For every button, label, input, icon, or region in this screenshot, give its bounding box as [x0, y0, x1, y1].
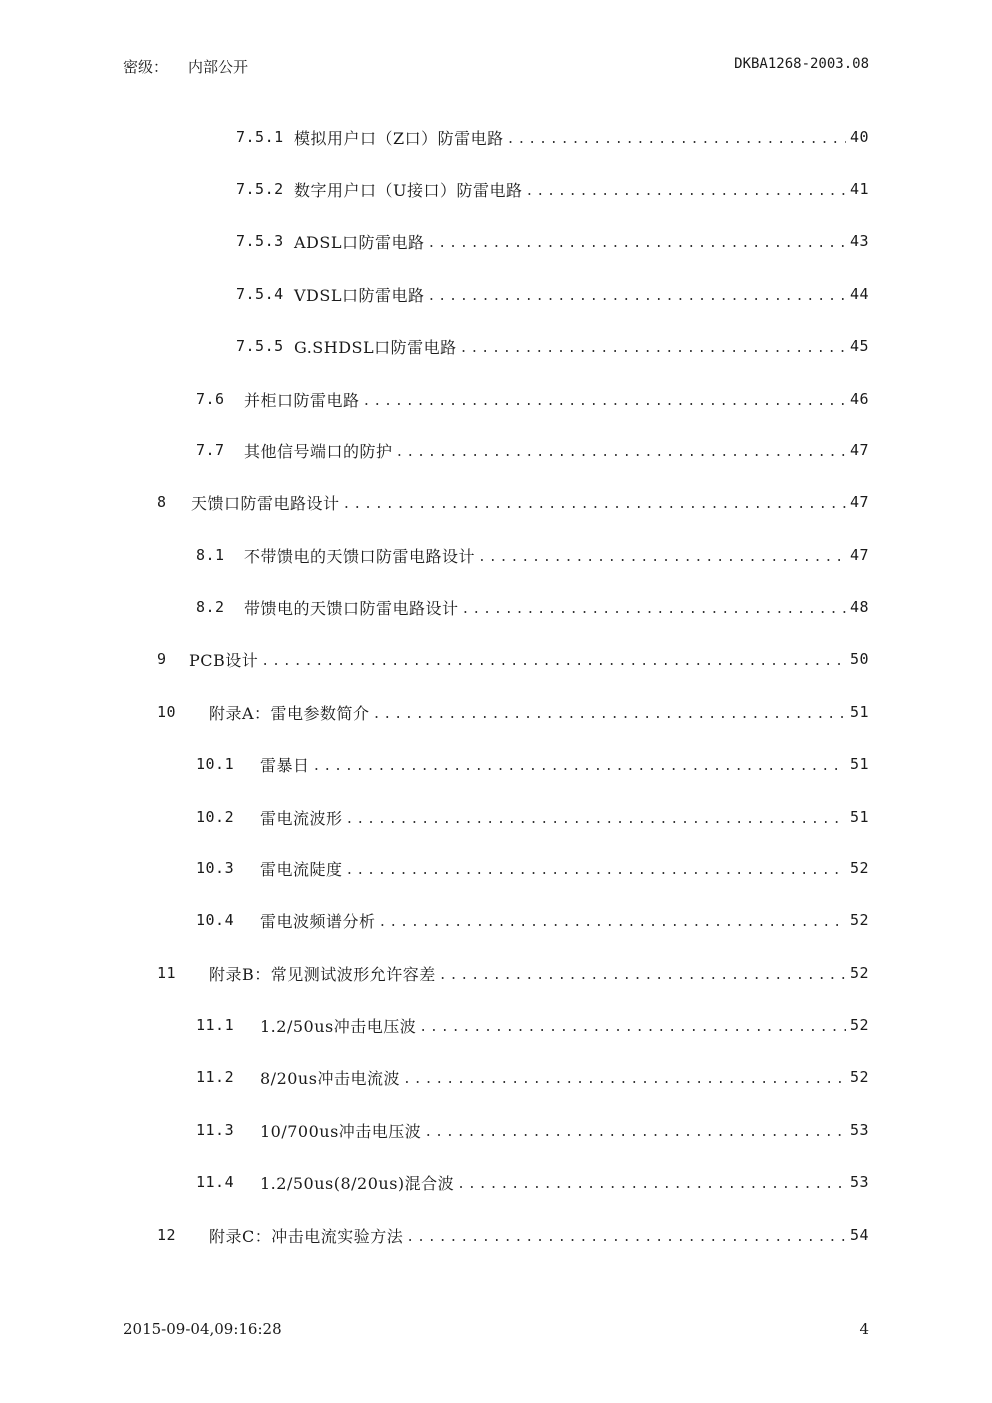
toc-entry-page: 53: [849, 1173, 869, 1191]
toc-entry-title: 不带馈电的天馈口防雷电路设计: [244, 546, 476, 566]
toc-entry[interactable]: [196, 1062, 869, 1092]
toc-entry-number: 7.5.1: [236, 128, 284, 146]
toc-entry[interactable]: [196, 1167, 869, 1197]
toc-entry[interactable]: [196, 802, 869, 832]
page-number: 4: [859, 1320, 869, 1338]
toc-entry-title: 带馈电的天馈口防雷电路设计: [244, 598, 459, 618]
toc-leader-dots: [478, 550, 846, 565]
toc-entry-title: 附录C：冲击电流实验方法: [209, 1226, 404, 1246]
toc-entry-title: 天馈口防雷电路设计: [191, 493, 340, 513]
toc-entry-page: 45: [849, 337, 869, 355]
toc-entry-page: 51: [849, 755, 869, 773]
toc-entry-title: 10/700us冲击电压波: [260, 1121, 422, 1141]
toc-entry[interactable]: [157, 958, 869, 988]
toc-entry-title: 模拟用户口（Z口）防雷电路: [294, 128, 504, 148]
toc-entry-page: 51: [849, 808, 869, 826]
toc-entry-number: 10.4: [196, 911, 235, 929]
toc-leader-dots: [373, 707, 846, 722]
toc-entry-title: 雷暴日: [260, 755, 310, 775]
toc-entry-number: 10.2: [196, 808, 235, 826]
toc-entry[interactable]: [196, 905, 869, 935]
toc-entry-number: 7.5.5: [236, 337, 284, 355]
toc-leader-dots: [460, 341, 846, 356]
page-header: [123, 56, 869, 82]
toc-entry-number: 11.2: [196, 1068, 235, 1086]
toc-entry-number: 7.6: [196, 390, 225, 408]
toc-entry-number: 12: [157, 1226, 177, 1244]
toc-entry-title: VDSL口防雷电路: [294, 285, 425, 305]
toc-entry-page: 47: [849, 546, 869, 564]
toc-entry-title: 附录A：雷电参数简介: [209, 703, 370, 723]
toc-entry[interactable]: [196, 384, 869, 414]
print-timestamp: 2015-09-04,09:16:28: [123, 1320, 282, 1338]
toc-entry-number: 7.7: [196, 441, 225, 459]
toc-entry-number: 9: [157, 650, 167, 668]
toc-entry[interactable]: [196, 1115, 869, 1145]
toc-entry-number: 10.1: [196, 755, 235, 773]
toc-entry[interactable]: [236, 279, 869, 309]
toc-leader-dots: [462, 602, 846, 617]
toc-entry-number: 11.1: [196, 1016, 235, 1034]
toc-leader-dots: [343, 497, 846, 512]
toc-entry-title: 雷电波频谱分析: [260, 911, 376, 931]
toc-entry-number: 10.3: [196, 859, 235, 877]
classification-label: 密级： 内部公开: [123, 58, 249, 76]
toc-entry-number: 10: [157, 703, 177, 721]
toc-entry-title: 并柜口防雷电路: [244, 390, 360, 410]
toc-entry-title: 1.2/50us冲击电压波: [260, 1016, 417, 1036]
toc-entry[interactable]: [196, 1010, 869, 1040]
toc-entry[interactable]: [196, 592, 869, 622]
toc-leader-dots: [396, 445, 846, 460]
toc-entry-page: 44: [849, 285, 869, 303]
toc-leader-dots: [427, 236, 846, 251]
toc-entry-title: 8/20us冲击电流波: [260, 1068, 400, 1088]
toc-leader-dots: [313, 759, 846, 774]
toc-entry[interactable]: [157, 644, 869, 674]
toc-entry-title: ADSL口防雷电路: [294, 232, 425, 252]
toc-entry-number: 8.1: [196, 546, 225, 564]
toc-entry-page: 40: [849, 128, 869, 146]
toc-entry-number: 8.2: [196, 598, 225, 616]
toc-leader-dots: [526, 184, 847, 199]
toc-entry[interactable]: [196, 435, 869, 465]
toc-entry-page: 52: [849, 1068, 869, 1086]
toc-entry-number: 7.5.3: [236, 232, 284, 250]
toc-leader-dots: [427, 289, 846, 304]
toc-entry[interactable]: [236, 122, 869, 152]
toc-entry-page: 53: [849, 1121, 869, 1139]
toc-entry-page: 47: [849, 441, 869, 459]
toc-leader-dots: [419, 1020, 846, 1035]
toc-entry-number: 8: [157, 493, 167, 511]
toc-leader-dots: [507, 132, 846, 147]
toc-entry-page: 41: [849, 180, 869, 198]
toc-entry[interactable]: [196, 749, 869, 779]
toc-leader-dots: [363, 394, 846, 409]
toc-entry-page: 54: [849, 1226, 869, 1244]
toc-leader-dots: [403, 1072, 846, 1087]
toc-entry-title: 数字用户口（U接口）防雷电路: [294, 180, 523, 200]
toc-entry-page: 50: [849, 650, 869, 668]
toc-entry-title: 1.2/50us(8/20us)混合波: [260, 1173, 455, 1193]
toc-entry-page: 43: [849, 232, 869, 250]
toc-entry-number: 11.3: [196, 1121, 235, 1139]
toc-leader-dots: [406, 1230, 846, 1245]
toc-entry[interactable]: [236, 331, 869, 361]
toc-leader-dots: [346, 812, 846, 827]
toc-entry[interactable]: [157, 1220, 869, 1250]
toc-entry[interactable]: [236, 174, 869, 204]
toc-entry-page: 48: [849, 598, 869, 616]
toc-entry-title: 雷电流波形: [260, 808, 343, 828]
toc-entry-title: 附录B：常见测试波形允许容差: [209, 964, 436, 984]
document-id: DKBA1268-2003.08: [734, 56, 869, 72]
toc-entry-page: 47: [849, 493, 869, 511]
toc-leader-dots: [261, 654, 846, 669]
toc-leader-dots: [457, 1177, 846, 1192]
toc-entry-page: 52: [849, 859, 869, 877]
toc-entry[interactable]: [236, 226, 869, 256]
toc-entry[interactable]: [196, 540, 869, 570]
toc-entry-title: 其他信号端口的防护: [244, 441, 393, 461]
toc-entry-page: 51: [849, 703, 869, 721]
toc-entry-number: 7.5.2: [236, 180, 284, 198]
toc-entry-page: 52: [849, 911, 869, 929]
toc-entry-page: 46: [849, 390, 869, 408]
toc-leader-dots: [379, 915, 846, 930]
toc-leader-dots: [346, 863, 846, 878]
toc-entry[interactable]: [157, 487, 869, 517]
toc-leader-dots: [439, 968, 846, 983]
toc-leader-dots: [424, 1125, 846, 1140]
toc-entry-number: 7.5.4: [236, 285, 284, 303]
toc-entry-title: 雷电流陡度: [260, 859, 343, 879]
toc-entry-page: 52: [849, 1016, 869, 1034]
toc-entry-title: G.SHDSL口防雷电路: [294, 337, 457, 357]
toc-entry-number: 11.4: [196, 1173, 235, 1191]
toc-entry[interactable]: [157, 697, 869, 727]
toc-entry[interactable]: [196, 853, 869, 883]
toc-entry-page: 52: [849, 964, 869, 982]
toc-entry-title: PCB设计: [189, 650, 259, 670]
toc-entry-number: 11: [157, 964, 177, 982]
